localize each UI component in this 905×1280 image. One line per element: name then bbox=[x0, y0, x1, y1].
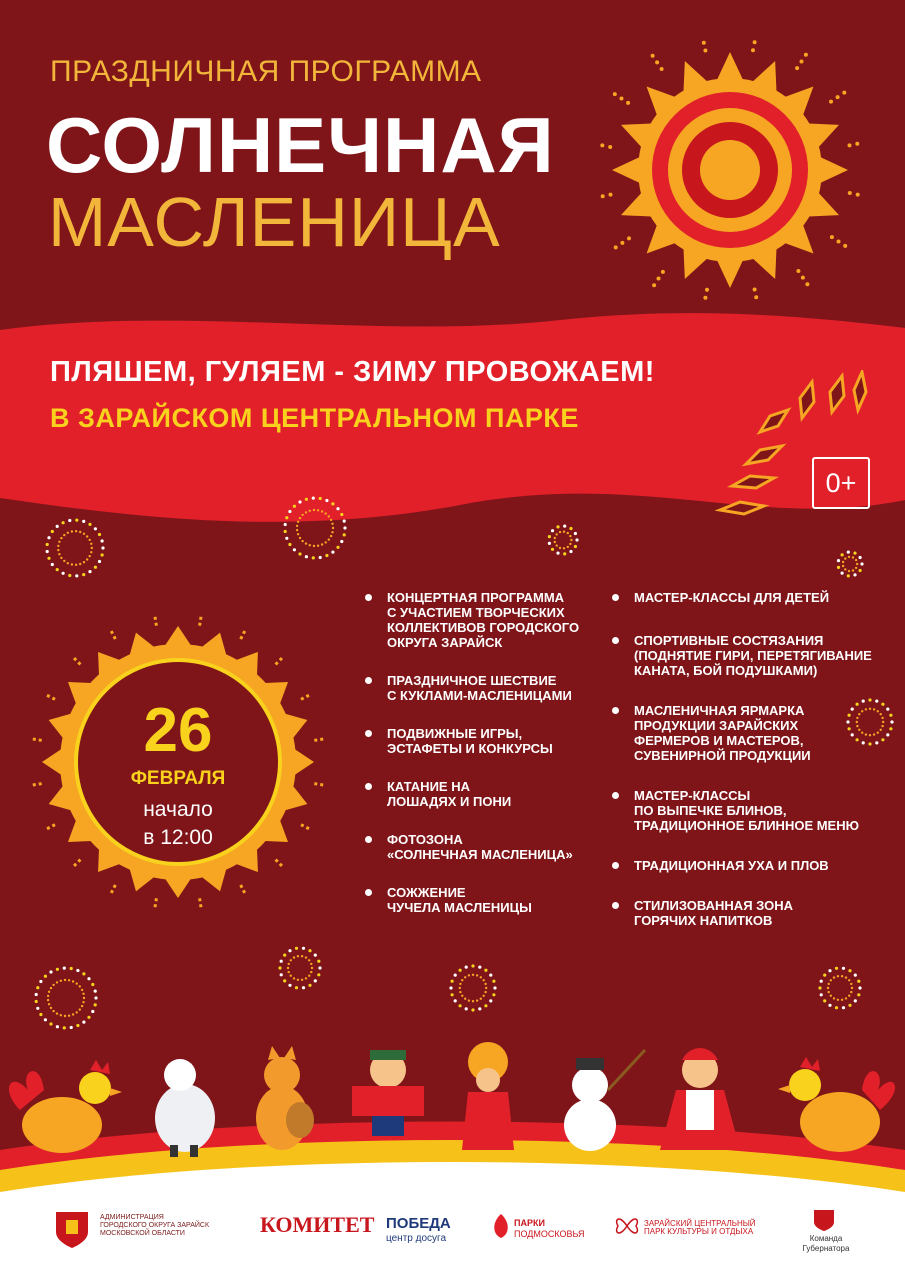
program-item: СПОРТИВНЫЕ СОСТЯЗАНИЯ (ПОДНЯТИЕ ГИРИ, ПЕРЕТЯГИВАНИЕ КАНАТА, БОЙ ПОДУШКАМИ) bbox=[612, 633, 872, 678]
program-item: ТРАДИЦИОННАЯ УХА И ПЛОВ bbox=[612, 858, 872, 873]
parki-logo-icon bbox=[490, 1212, 512, 1240]
program-item: МАСТЕР-КЛАССЫ ДЛЯ ДЕТЕЙ bbox=[612, 590, 872, 605]
program-item: ПРАЗДНИЧНОЕ ШЕСТВИЕ С КУКЛАМИ-МАСЛЕНИЦАМИ bbox=[365, 673, 605, 703]
governor-team-text: Команда Губернатора bbox=[802, 1234, 850, 1253]
program-list-left bbox=[365, 590, 605, 938]
date-day: 26 bbox=[143, 696, 213, 765]
park-logo-text: ЗАРАЙСКИЙ ЦЕНТРАЛЬНЫЙ ПАРК КУЛЬТУРЫ И ОТДЫХА bbox=[644, 1219, 756, 1236]
program-item: СОЖЖЕНИЕ ЧУЧЕЛА МАСЛЕНИЦЫ bbox=[365, 885, 605, 915]
diamond-ornament bbox=[700, 370, 880, 530]
title-line-2: МАСЛЕНИЦА bbox=[48, 183, 501, 261]
park-butterfly-icon bbox=[614, 1214, 640, 1238]
date-month: ФЕВРАЛЯ bbox=[130, 768, 226, 789]
program-item: КАТАНИЕ НА ЛОШАДЯХ И ПОНИ bbox=[365, 779, 605, 809]
pobeda-logo: ПОБЕДА bbox=[386, 1215, 451, 1232]
sheep-icon bbox=[155, 1059, 215, 1157]
program-item: ФОТОЗОНА «СОЛНЕЧНАЯ МАСЛЕНИЦА» bbox=[365, 832, 605, 862]
start-time: в 12:00 bbox=[143, 826, 213, 849]
title-line-1: СОЛНЕЧНАЯ bbox=[46, 101, 555, 189]
komitet-logo: КОМИТЕТ bbox=[260, 1212, 375, 1237]
maslenitsa-doll-icon bbox=[462, 1042, 514, 1150]
governor-team-icon bbox=[812, 1206, 836, 1232]
girl-in-sarafan-icon bbox=[660, 1048, 740, 1150]
program-item: ПОДВИЖНЫЕ ИГРЫ, ЭСТАФЕТЫ И КОНКУРСЫ bbox=[365, 726, 605, 756]
program-item: МАСТЕР-КЛАССЫ ПО ВЫПЕЧКЕ БЛИНОВ, ТРАДИЦИОННОЕ БЛИННОЕ МЕНЮ bbox=[612, 788, 872, 833]
rooster-right-icon bbox=[778, 1057, 895, 1152]
slogan: ПЛЯШЕМ, ГУЛЯЕМ - ЗИМУ ПРОВОЖАЕМ! bbox=[50, 356, 655, 388]
snowman-icon bbox=[564, 1050, 645, 1151]
program-subtitle: ПРАЗДНИЧНАЯ ПРОГРАММА bbox=[50, 55, 482, 88]
program-list-right bbox=[612, 590, 872, 951]
parki-logo-sub: ПОДМОСКОВЬЯ bbox=[514, 1229, 585, 1239]
location: В ЗАРАЙСКОМ ЦЕНТРАЛЬНОМ ПАРКЕ bbox=[50, 403, 579, 433]
rooster-left-icon bbox=[9, 1060, 122, 1153]
program-item: СТИЛИЗОВАННАЯ ЗОНА ГОРЯЧИХ НАПИТКОВ bbox=[612, 898, 872, 928]
characters-illustration bbox=[0, 1030, 905, 1160]
age-rating-badge: 0+ bbox=[812, 457, 870, 509]
accordion-player-icon bbox=[352, 1050, 424, 1136]
pobeda-sub: центр досуга bbox=[386, 1233, 447, 1244]
parki-logo-text: ПАРКИ bbox=[514, 1218, 545, 1228]
program-item: МАСЛЕНИЧНАЯ ЯРМАРКА ПРОДУКЦИИ ЗАРАЙСКИХ ФЕРМЕРОВ И МАСТЕРОВ, СУВЕНИРНОЙ ПРОДУКЦИИ bbox=[612, 703, 872, 763]
program-item: КОНЦЕРТНАЯ ПРОГРАММА С УЧАСТИЕМ ТВОРЧЕСКИХ КОЛЛЕКТИВОВ ГОРОДСКОГО ОКРУГА ЗАРАЙСК bbox=[365, 590, 605, 650]
cat-icon bbox=[256, 1046, 314, 1150]
start-label: начало bbox=[143, 798, 213, 821]
admin-coat-of-arms-icon bbox=[52, 1206, 92, 1250]
admin-logo-text: АДМИНИСТРАЦИЯ ГОРОДСКОГО ОКРУГА ЗАРАЙСК МОСКОВСКОЙ ОБЛАСТИ bbox=[100, 1214, 210, 1237]
